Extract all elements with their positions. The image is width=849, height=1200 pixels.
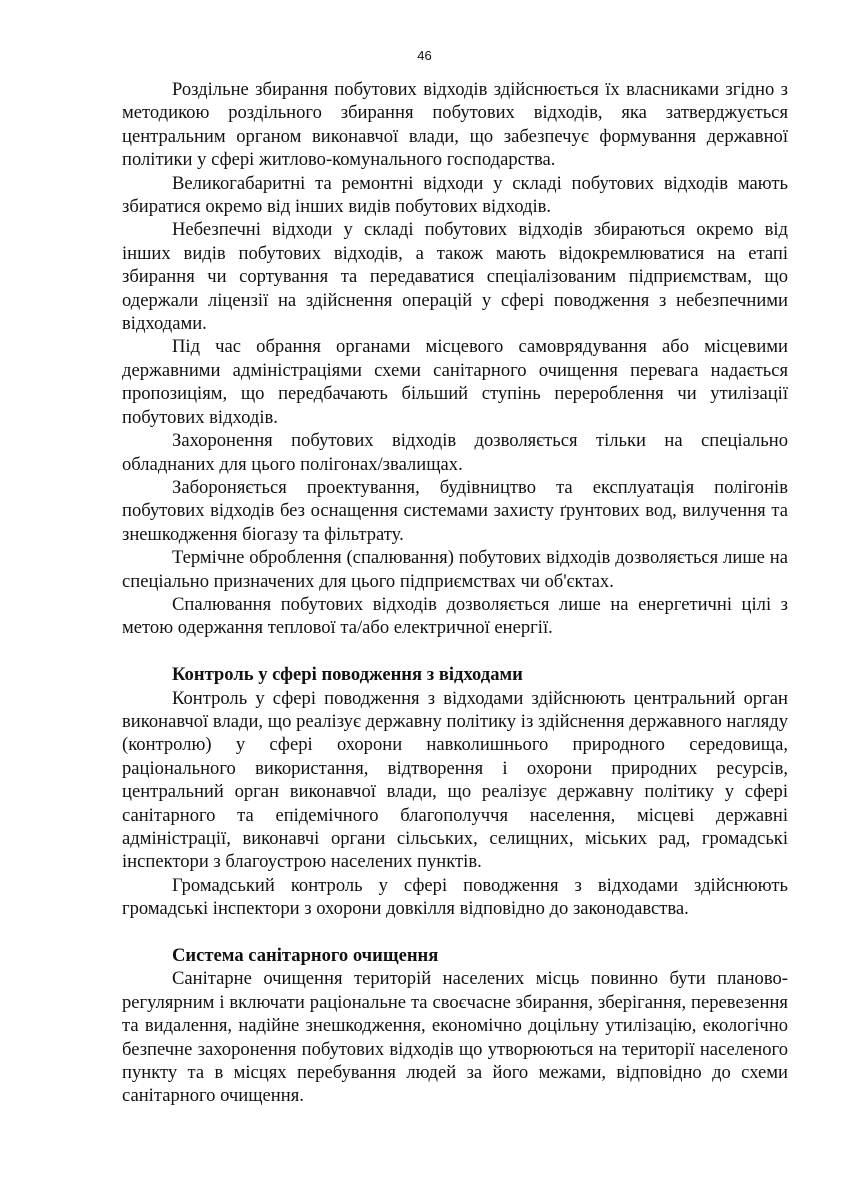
section-spacer xyxy=(122,640,788,663)
section-heading-control: Контроль у сфері поводження з відходами xyxy=(172,664,523,686)
paragraph: Небезпечні відходи у складі побутових відходів збираються окремо від інших видів побутових відходів, а також мають відокремлюватися на етапі збирання чи сортування та передаватися спеціалізованим підприємствам, що одержали ліцензії на здійснення операцій у сфері поводження з небезпечними відходами. xyxy=(122,219,788,335)
paragraph: Під час обрання органами місцевого самоврядування або місцевими державними адміністраціями схеми санітарного очищення перевага надається пропозиціям, що передбачають більший ступінь перероблення чи утилізації побутових відходів. xyxy=(122,336,788,428)
paragraph: Санітарне очищення територій населених місць повинно бути планово-регулярним і включати раціональне та своєчасне збирання, зберігання, перевезення та видалення, надійне знешкодження, економічно доцільну утилізацію, екологічно безпечне захоронення побутових відходів що утворюються на території населеного пункту та в місцях перебування людей за його межами, відповідно до схеми санітарного очищення. xyxy=(122,968,788,1107)
paragraph: Термічне оброблення (спалювання) побутових відходів дозволяється лише на спеціально призначених для цього підприємствах чи об'єктах. xyxy=(122,547,788,592)
page-number: 46 xyxy=(417,48,432,63)
section-heading-sanitary-system: Система санітарного очищення xyxy=(172,945,439,966)
paragraph: Контроль у сфері поводження з відходами здійснюють центральний орган виконавчої влади, що реалізує державну політику із здійснення державного нагляду (контролю) у сфері охорони навколишнього природного середовища, раціонального використання, відтворення і охорони природних ресурсів, центральний орган виконавчої влади, що реалізує державну політику у сфері санітарного та епідемічного благополуччя населення, місцеві державні адміністрації, виконавчі органи сільських, селищних, міських рад, громадські інспектори з благоустрою населених пунктів. xyxy=(122,687,788,873)
paragraph: Забороняється проектування, будівництво та експлуатація полігонів побутових відходів без оснащення системами захисту ґрунтових вод, вилучення та знешкодження біогазу та фільтрату. xyxy=(122,476,788,545)
page-body xyxy=(122,78,788,1108)
paragraph: Спалювання побутових відходів дозволяється лише на енергетичні цілі з метою одержання теплової та/або електричної енергії. xyxy=(122,593,788,639)
paragraph: Великогабаритні та ремонтні відходи у складі побутових відходів мають збиратися окремо від інших видів побутових відходів. xyxy=(122,172,788,218)
paragraph: Захоронення побутових відходів дозволяється тільки на спеціально обладнаних для цього полігонах/звалищах. xyxy=(122,430,788,475)
section-spacer xyxy=(122,921,788,944)
paragraph: Громадський контроль у сфері поводження з відходами здійснюють громадські інспектори з охорони довкілля відповідно до законодавства. xyxy=(122,874,788,920)
paragraph: Роздільне збирання побутових відходів здійснюється їх власниками згідно з методикою роздільного збирання побутових відходів, яка затверджується центральним органом виконавчої влади, що забезпечує формування державної політики у сфері житлово-комунального господарства. xyxy=(122,79,788,171)
